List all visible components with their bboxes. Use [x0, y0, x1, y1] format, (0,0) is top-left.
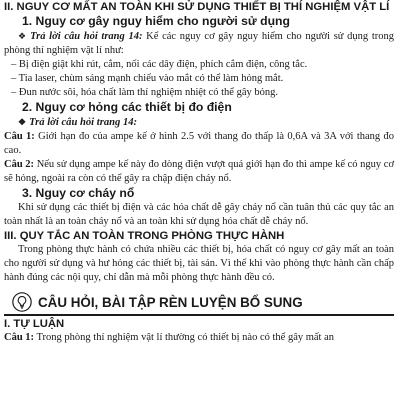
- title-underline: [4, 314, 394, 316]
- section-ii-heading: II. NGUY CƠ MẤT AN TOÀN KHI SỬ DỤNG THIẾT BỊ THÍ NGHIỆM VẬT LÍ: [4, 1, 390, 13]
- exercises-title: CÂU HỎI, BÀI TẬP RÈN LUYỆN BỔ SUNG: [38, 294, 303, 310]
- answer-heading-2: [18, 115, 394, 130]
- question-1-label: Câu 1:: [4, 131, 35, 142]
- exercise-q1-text: Trong phòng thí nghiệm vật lí thường có thiết bị nào có thể gây mất an: [34, 332, 335, 343]
- hazard-bullet-2: – Tia laser, chùm sáng mạnh chiếu vào mắt có thể làm hỏng mắt.: [11, 73, 284, 84]
- lightbulb-icon: [12, 292, 32, 312]
- answer-text: Kể các nguy cơ gây nguy hiểm cho người sử dụng trong phòng thí nghiệm vật lí như:: [4, 31, 394, 56]
- exercise-question-1: [4, 331, 394, 345]
- diamond-bullet-icon: ❖: [18, 31, 28, 41]
- question-2-label: Câu 2:: [4, 159, 35, 170]
- diamond-bullet-icon: ❖: [18, 117, 27, 127]
- subsection-1-heading: 1. Nguy cơ gây nguy hiểm cho người sử dụng: [22, 14, 290, 28]
- hazard-bullet-1: – Bị điện giật khi rút, cắm, nối các dây điện, phích cắm điện, công tắc.: [11, 59, 308, 70]
- subsection-2-heading: 2. Nguy cơ hỏng các thiết bị đo điện: [22, 100, 232, 114]
- fire-hazard-paragraph: Khi sử dụng các thiết bị điện và các hóa chất dễ gây cháy nổ cần tuân thủ các quy tắc an toàn nhất là an toàn cháy nổ và an toàn khi sử dụng hóa chất dễ cháy nổ.: [4, 202, 394, 227]
- exercise-q1-label: Câu 1:: [4, 332, 35, 343]
- hazard-bullet-3: – Đun nước sôi, hóa chất làm thí nghiệm nhiệt có thể gây bỏng.: [11, 87, 278, 98]
- section-iii-heading: III. QUY TẮC AN TOÀN TRONG PHÒNG THỰC HÀNH: [4, 230, 285, 242]
- subsection-3-heading: 3. Nguy cơ cháy nổ: [22, 186, 135, 200]
- answer-label: Trả lời câu hỏi trang 14:: [30, 31, 143, 42]
- part-i-heading: I. TỰ LUẬN: [4, 318, 65, 330]
- question-1-paragraph: [4, 130, 394, 158]
- question-2-paragraph: [4, 158, 394, 186]
- exercises-title-row: [4, 291, 394, 313]
- answer-paragraph-1: [4, 29, 394, 58]
- question-1-text: Giới hạn đo của ampe kế ở hình 2.5 với thang đo thấp là 0,6A và 3A với thang đo cao.: [4, 131, 394, 156]
- answer-label-2: Trả lời câu hỏi trang 14:: [29, 117, 138, 128]
- lab-rules-paragraph: Trong phòng thực hành có chứa nhiều các thiết bị, hóa chất có nguy cơ gây mất an toàn cho người sử dụng và hư hỏng các thiết bị, tài sản. Vì thế khi vào phòng thực hành cần chấp hành đúng các nội quy, chỉ dẫn mà mỗi phòng thực hành đều có.: [4, 244, 394, 283]
- question-2-text: Nếu sử dụng ampe kế này đo dòng điện vượt quá giới hạn đo thì ampe kế có nguy cơ sẽ hỏng, ngoài ra còn có thể gây ra chập điện cháy nổ.: [4, 159, 395, 184]
